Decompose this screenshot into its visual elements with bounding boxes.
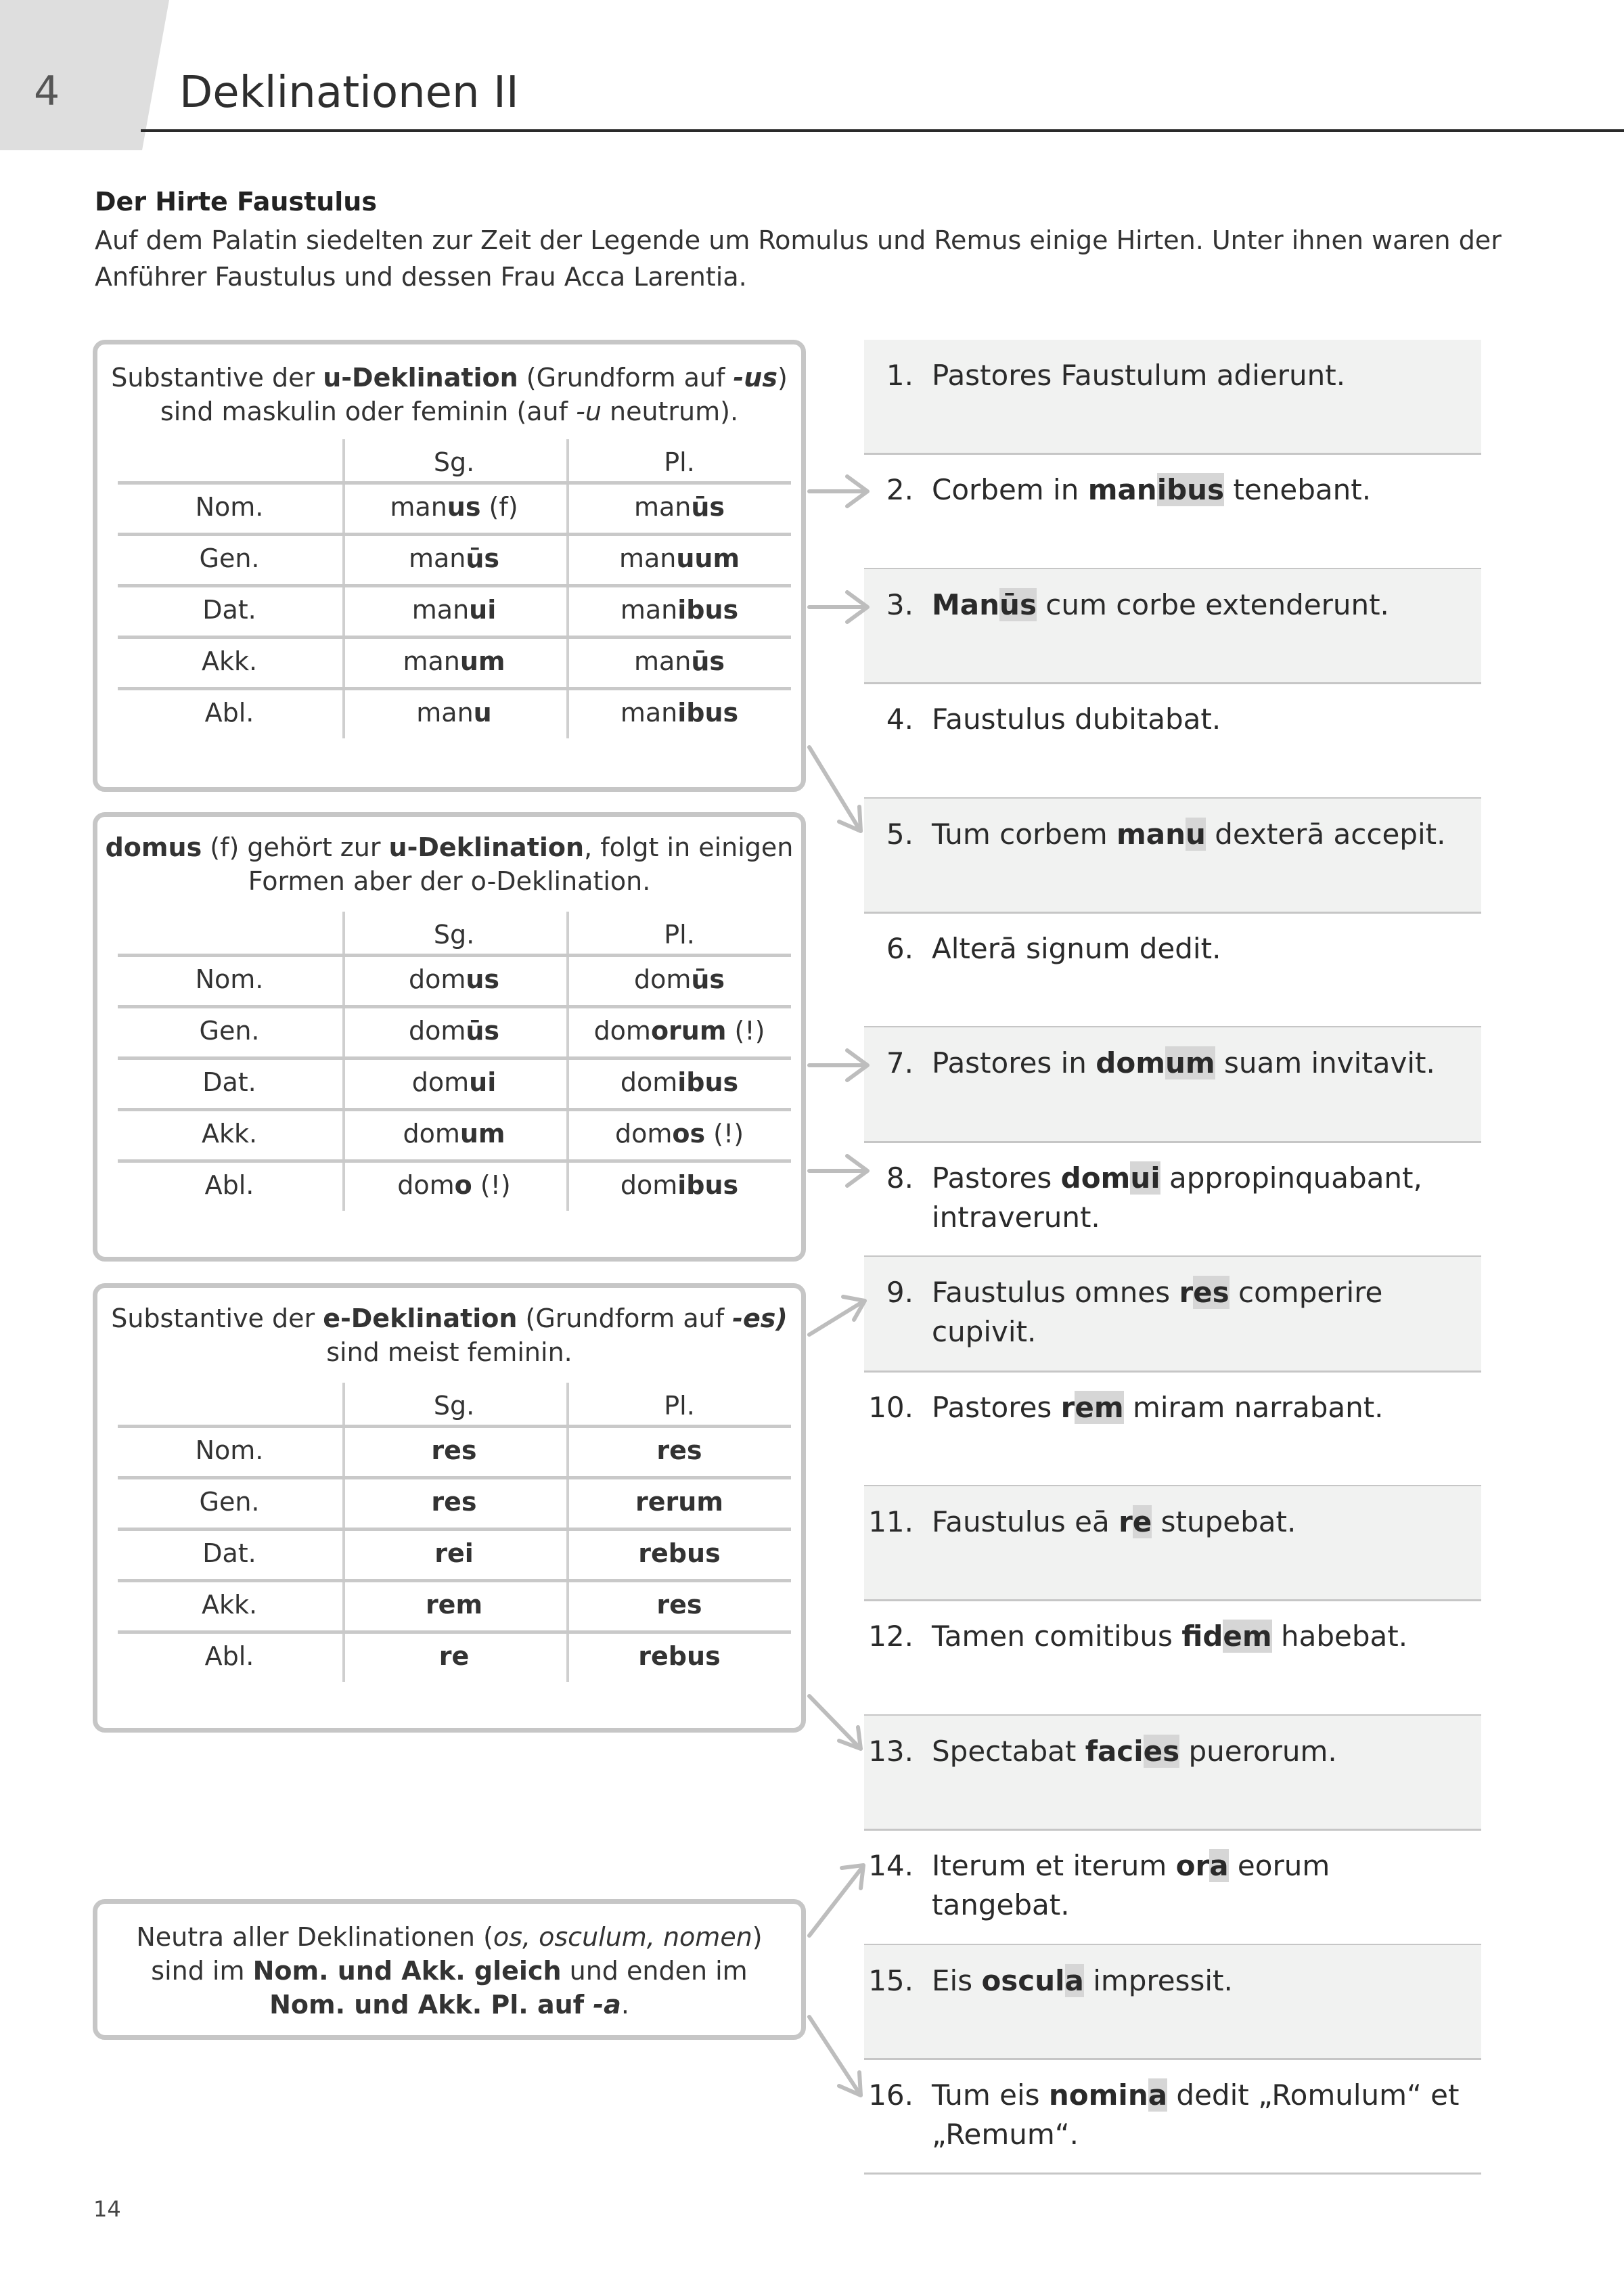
arrow-to-13 bbox=[809, 1696, 861, 1749]
singular-form: domus bbox=[408, 964, 500, 994]
exercise-number: 8. bbox=[886, 1161, 914, 1195]
exercise-number: 12. bbox=[868, 1620, 914, 1653]
exercise-sentence: Alterā signum dedit. bbox=[932, 932, 1221, 965]
plural-form: res bbox=[656, 1435, 702, 1465]
exercise-number: 2. bbox=[886, 473, 914, 507]
case-label: Akk. bbox=[201, 646, 258, 676]
plural-form: manūs bbox=[633, 492, 725, 522]
case-label: Gen. bbox=[199, 1016, 260, 1046]
exercise-number: 13. bbox=[868, 1734, 914, 1768]
singular-form: manu bbox=[416, 698, 492, 728]
arrow-to-2 bbox=[809, 476, 867, 506]
chapter-title: Deklinationen II bbox=[179, 68, 519, 118]
singular-form: manūs bbox=[408, 543, 500, 573]
singular-form: re bbox=[438, 1641, 470, 1671]
plural-form: manibus bbox=[620, 595, 739, 625]
case-label: Nom. bbox=[195, 1435, 264, 1465]
plural-form: domos (!) bbox=[614, 1119, 744, 1149]
singular-form: res bbox=[431, 1487, 477, 1517]
arrow-to-5 bbox=[809, 747, 861, 831]
exercise-sentence: Faustulus eā re stupebat. bbox=[932, 1505, 1296, 1538]
column-header-sg: Sg. bbox=[433, 920, 475, 950]
case-label: Abl. bbox=[204, 698, 254, 728]
arrow-to-16 bbox=[809, 2017, 861, 2095]
exercise-sentence: Spectabat facies puerorum. bbox=[932, 1734, 1337, 1768]
exercise-sentence: Tum corbem manu dexterā accepit. bbox=[932, 817, 1446, 851]
singular-form: domo (!) bbox=[397, 1170, 511, 1200]
arrow-to-9 bbox=[809, 1297, 865, 1335]
arrow-to-3 bbox=[809, 592, 867, 622]
exercise-number: 9. bbox=[886, 1276, 914, 1310]
plural-form: rerum bbox=[635, 1487, 723, 1517]
plural-form: res bbox=[656, 1590, 702, 1620]
column-header-pl: Pl. bbox=[664, 1391, 695, 1421]
singular-form: manus (f) bbox=[390, 492, 518, 522]
plural-form: domorum (!) bbox=[593, 1016, 765, 1046]
exercise-sentence: Faustulus dubitabat. bbox=[932, 703, 1221, 736]
exercise-number: 3. bbox=[886, 587, 914, 621]
plural-form: domibus bbox=[620, 1170, 739, 1200]
column-header-pl: Pl. bbox=[664, 447, 695, 477]
singular-form: manui bbox=[411, 595, 497, 625]
case-label: Nom. bbox=[195, 964, 264, 994]
box-header: domus (f) gehört zur u-Deklination, folgt in einigen Formen aber der o-Deklination. bbox=[105, 832, 794, 896]
case-label: Akk. bbox=[201, 1119, 258, 1149]
plural-form: domibus bbox=[620, 1067, 739, 1097]
exercise-number: 4. bbox=[886, 703, 914, 736]
exercise-number: 7. bbox=[886, 1046, 914, 1080]
exercise-sentence: Iterum et iterum ora eorum tangebat. bbox=[932, 1849, 1330, 1922]
plural-form: manuum bbox=[618, 543, 740, 573]
column-header-pl: Pl. bbox=[664, 920, 695, 950]
section-heading: Der Hirte Faustulus bbox=[95, 187, 377, 217]
singular-form: rei bbox=[434, 1538, 474, 1568]
case-label: Dat. bbox=[202, 1067, 256, 1097]
section-intro: Auf dem Palatin siedelten zur Zeit der Legende um Romulus und Remus einige Hirten. Unter ihnen waren der Anführer Faustulus und dessen Frau Acca Larentia. bbox=[95, 225, 1502, 292]
case-label: Abl. bbox=[204, 1641, 254, 1671]
singular-form: res bbox=[431, 1435, 477, 1465]
case-label: Dat. bbox=[202, 595, 256, 625]
page-number: 14 bbox=[93, 2196, 121, 2222]
chapter-number: 4 bbox=[34, 68, 60, 115]
case-label: Abl. bbox=[204, 1170, 254, 1200]
plural-form: manibus bbox=[620, 698, 739, 728]
plural-form: rebus bbox=[638, 1641, 721, 1671]
arrow-to-7 bbox=[809, 1050, 867, 1080]
exercise-sentence: Pastores rem miram narrabant. bbox=[932, 1390, 1384, 1424]
column-header-sg: Sg. bbox=[433, 1391, 475, 1421]
exercise-sentence: Pastores Faustulum adierunt. bbox=[932, 359, 1346, 392]
exercise-sentence: Pastores in domum suam invitavit. bbox=[932, 1046, 1435, 1080]
case-label: Gen. bbox=[199, 1487, 260, 1517]
column-header-sg: Sg. bbox=[433, 447, 475, 477]
case-label: Dat. bbox=[202, 1538, 256, 1568]
case-label: Akk. bbox=[201, 1590, 258, 1620]
case-label: Gen. bbox=[199, 543, 260, 573]
exercise-sentence: Tamen comitibus fidem habebat. bbox=[932, 1620, 1408, 1653]
box-header: Substantive der e-Deklination (Grundform auf -es) sind meist feminin. bbox=[111, 1304, 788, 1367]
arrow-to-8 bbox=[809, 1156, 867, 1186]
exercise-number: 10. bbox=[868, 1390, 914, 1424]
singular-form: domum bbox=[403, 1119, 505, 1149]
singular-form: manum bbox=[403, 646, 505, 676]
exercise-sentence: Manūs cum corbe extenderunt. bbox=[932, 587, 1389, 621]
exercise-sentence: Pastores domui appropinquabant, intraverunt. bbox=[932, 1161, 1422, 1234]
box-header: Substantive der u-Deklination (Grundform auf -us) sind maskulin oder feminin (auf -u neutrum). bbox=[111, 363, 788, 426]
exercise-number: 14. bbox=[868, 1849, 914, 1883]
exercise-number: 15. bbox=[868, 1963, 914, 1997]
case-label: Nom. bbox=[195, 492, 264, 522]
exercise-sentence: Faustulus omnes res comperire cupivit. bbox=[932, 1276, 1383, 1349]
singular-form: domui bbox=[411, 1067, 497, 1097]
arrow-to-14 bbox=[809, 1865, 863, 1936]
neutra-text: Neutra aller Deklinationen (os, osculum, nomen) sind im Nom. und Akk. gleich und enden im Nom. und Akk. Pl. auf -a. bbox=[136, 1922, 763, 2020]
plural-form: domūs bbox=[633, 964, 725, 994]
singular-form: domūs bbox=[408, 1016, 500, 1046]
exercise-number: 16. bbox=[868, 2078, 914, 2112]
plural-form: rebus bbox=[638, 1538, 721, 1568]
exercise-number: 1. bbox=[886, 359, 914, 392]
exercise-number: 6. bbox=[886, 932, 914, 965]
plural-form: manūs bbox=[633, 646, 725, 676]
exercise-number: 11. bbox=[868, 1505, 914, 1538]
exercise-sentence: Tum eis nomina dedit „Romulum“ et „Remum“. bbox=[932, 2078, 1460, 2151]
exercise-sentence: Corbem in manibus tenebant. bbox=[932, 473, 1372, 507]
exercise-number: 5. bbox=[886, 817, 914, 851]
exercise-sentence: Eis oscula impressit. bbox=[932, 1963, 1233, 1997]
singular-form: rem bbox=[425, 1590, 483, 1620]
